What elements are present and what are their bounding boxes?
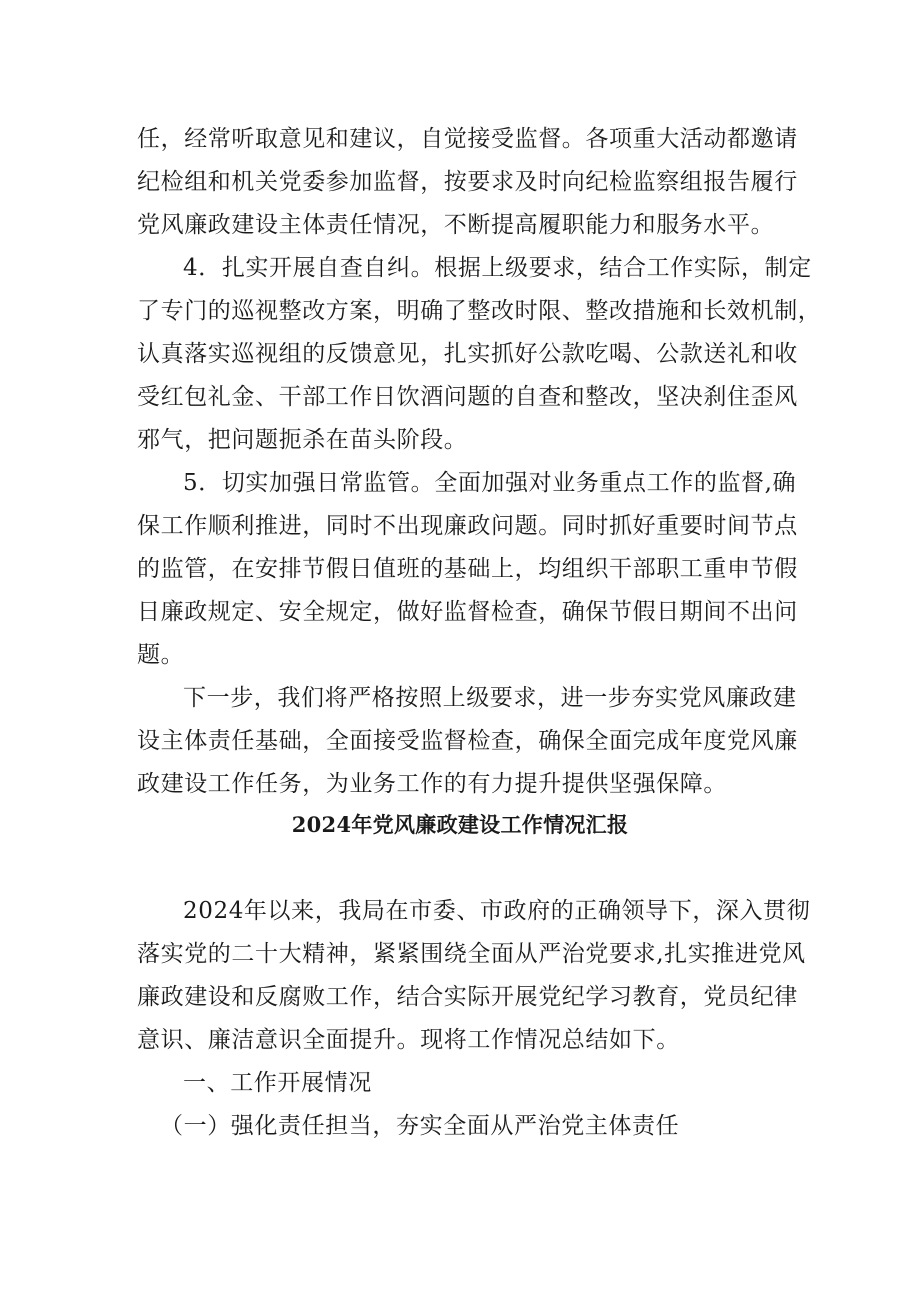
paragraph-line: 政建设工作任务，为业务工作的有力提升提供坚强保障。: [137, 771, 727, 797]
paragraph-line: 2024年以来，我局在市委、市政府的正确领导下，深入贯彻: [183, 898, 811, 924]
paragraph-line: 保工作顺利推进，同时不出现廉政问题。同时抓好重要时间节点: [137, 513, 798, 539]
paragraph-line: 下一步，我们将严格按照上级要求，进一步夯实党风廉政建: [183, 685, 797, 711]
paragraph-line: 5．切实加强日常监管。全面加强对业务重点工作的监督,确: [183, 470, 797, 496]
subsection-heading: （一）强化责任担当，夯实全面从严治党主体责任: [160, 1113, 680, 1139]
paragraph-line: 廉政建设和反腐败工作，结合实际开展党纪学习教育，党员纪律: [137, 984, 798, 1010]
paragraph-line: 设主体责任基础，全面接受监督检查，确保全面完成年度党风廉: [137, 728, 798, 754]
section-heading: 一、工作开展情况: [183, 1070, 372, 1096]
paragraph-line: 了专门的巡视整改方案，明确了整改时限、整改措施和长效机制，: [137, 298, 822, 324]
paragraph-line: 认真落实巡视组的反馈意见，扎实抓好公款吃喝、公款送礼和收: [137, 341, 798, 367]
paragraph-line: 日廉政规定、安全规定，做好监督检查，确保节假日期间不出问: [137, 599, 798, 625]
paragraph-line: 的监管，在安排节假日值班的基础上，均组织干部职工重申节假: [137, 556, 798, 582]
paragraph-line: 题。: [137, 642, 185, 668]
paragraph-line: 意识、廉洁意识全面提升。现将工作情况总结如下。: [137, 1027, 680, 1053]
paragraph-line: 落实党的二十大精神，紧紧围绕全面从严治党要求,扎实推进党风: [137, 941, 806, 967]
paragraph-line: 纪检组和机关党委参加监督，按要求及时向纪检监察组报告履行: [137, 169, 798, 195]
document-title: 2024年党风廉政建设工作情况汇报: [291, 812, 629, 837]
paragraph-line: 邪气，把问题扼杀在苗头阶段。: [137, 427, 468, 453]
paragraph-line: 受红包礼金、干部工作日饮酒问题的自查和整改，坚决刹住歪风: [137, 384, 798, 410]
paragraph-line: 任，经常听取意见和建议，自觉接受监督。各项重大活动都邀请: [137, 126, 798, 152]
paragraph-line: 4．扎实开展自查自纠。根据上级要求，结合工作实际，制定: [183, 255, 812, 281]
paragraph-line: 党风廉政建设主体责任情况，不断提高履职能力和服务水平。: [137, 212, 775, 238]
